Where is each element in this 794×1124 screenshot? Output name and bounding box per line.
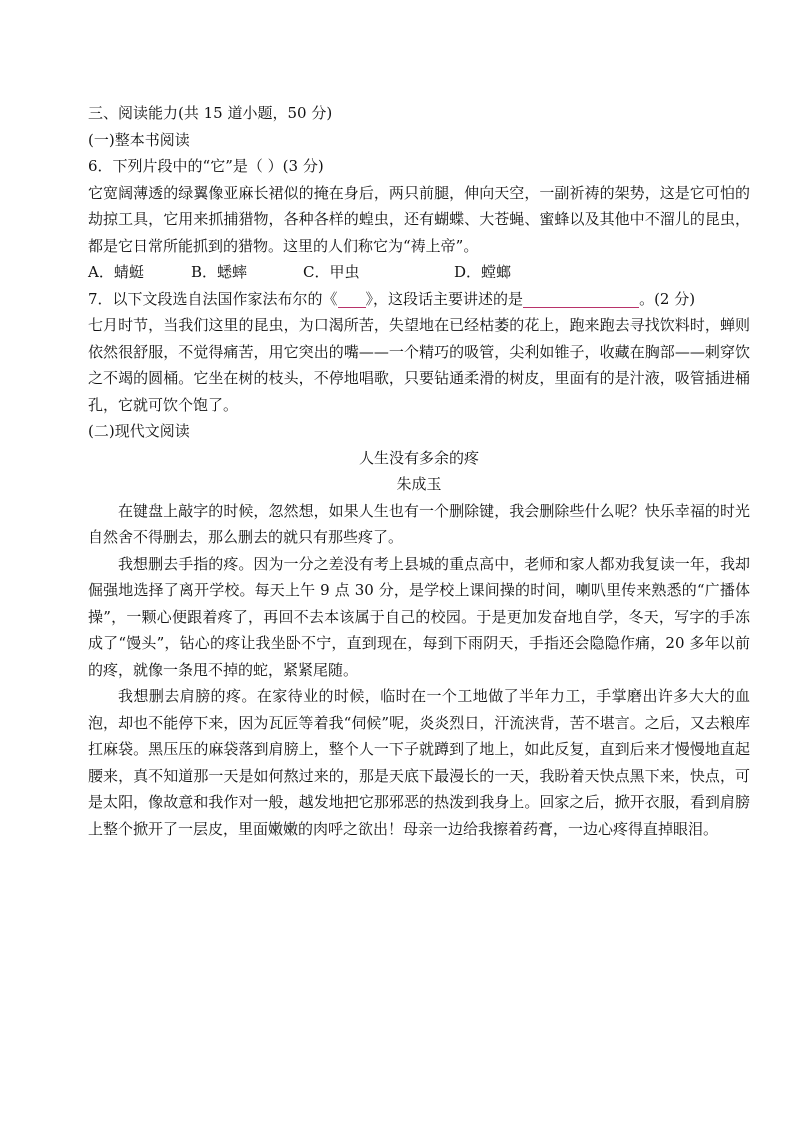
section-heading: 三、阅读能力(共 15 道小题，50 分) bbox=[88, 104, 333, 122]
article-author: 朱成玉 bbox=[396, 475, 442, 493]
article-paragraph-2: 我想删去手指的疼。因为一分之差没有考上县城的重点高中，老师和家人都劝我复读一年，我却倔强地选择了离开学校。每天上午 9 点 30 分，是学校上课间操的时间，喇叭里传来熟悉的“广播体操”，一颗心便跟着疼了，再回不去本该属于自己的校园。于是更加发奋地自学，冬天，写字的手冻成了“馒头”，钻心的疼让我坐卧不宁，直到现在，每到下雨阴天，手指还会隐隐作痛，20 多年以前的疼，就像一条甩不掉的蛇，紧紧尾随。 bbox=[88, 554, 750, 679]
option-b: B．蟋蟀 bbox=[191, 263, 248, 281]
article-title: 人生没有多余的疼 bbox=[358, 448, 479, 467]
option-c: C．甲虫 bbox=[303, 263, 360, 281]
article-paragraph-3: 我想删去肩膀的疼。在家待业的时候，临时在一个工地做了半年力工，手掌磨出许多大大的血泡，却也不能停下来，因为瓦匠等着我“伺候”呢，炎炎烈日，汗流浃背，苦不堪言。之后，又去粮库扛麻袋。黑压压的麻袋落到肩膀上，整个人一下子就蹲到了地上，如此反复，直到后来才慢慢地直起腰来，真不知道那一天是如何熬过来的，那是天底下最漫长的一天，我盼着天快点黑下来，快点，可是太阳，像故意和我作对一般，越发地把它那邪恶的热泼到我身上。回家之后，掀开衣服，看到肩膀上整个掀开了一层皮，里面嫩嫩的肉呼之欲出！母亲一边给我擦着药膏，一边心疼得直掉眼泪。 bbox=[88, 687, 750, 838]
question-7-stem bbox=[88, 286, 750, 313]
question-7-stem-part3: 。(2 分) bbox=[639, 289, 696, 308]
part2-heading: (二)现代文阅读 bbox=[88, 422, 190, 440]
book-title-blank[interactable] bbox=[338, 289, 366, 308]
question-7-passage: 七月时节，当我们这里的昆虫，为口渴所苦，失望地在已经枯萎的花上，跑来跑去寻找饮料时，蝉则依然很舒服，不觉得痛苦，用它突出的嘴——一个精巧的吸管，尖利如锥子，收藏在胸部——刺穿饮之不竭的圆桶。它坐在树的枝头，不停地唱歌，只要钻通柔滑的树皮，里面有的是汁液，吸管插进桶孔，它就可饮个饱了。 bbox=[88, 316, 750, 414]
answer-blank[interactable] bbox=[523, 289, 639, 308]
question-7-stem-part2: 》，这段话主要讲述的是 bbox=[365, 289, 524, 308]
question-7-stem-part1: 7．以下文段选自法国作家法布尔的《 bbox=[88, 289, 338, 308]
question-6-passage: 它宽阔薄透的绿翼像亚麻长裙似的掩在身后，两只前腿，伸向天空，一副祈祷的架势，这是它可怕的劫掠工具，它用来抓捕猎物，各种各样的蝗虫，还有蝴蝶、大苍蝇、蜜蜂以及其他中不溜儿的昆虫，都是它日常所能抓到的猎物。这里的人们称它为“祷上帝”。 bbox=[88, 183, 750, 255]
question-6-stem: 6．下列片段中的“它”是（ ）(3 分) bbox=[88, 157, 324, 175]
article-paragraph-1: 在键盘上敲字的时候，忽然想，如果人生也有一个删除键，我会删除些什么呢？快乐幸福的时光自然舍不得删去，那么删去的就只有那些疼了。 bbox=[88, 501, 750, 546]
part1-heading: (一)整本书阅读 bbox=[88, 130, 190, 149]
option-a: A．蜻蜓 bbox=[88, 263, 144, 281]
option-d: D．螳螂 bbox=[454, 263, 512, 281]
question-6-options bbox=[88, 259, 750, 286]
